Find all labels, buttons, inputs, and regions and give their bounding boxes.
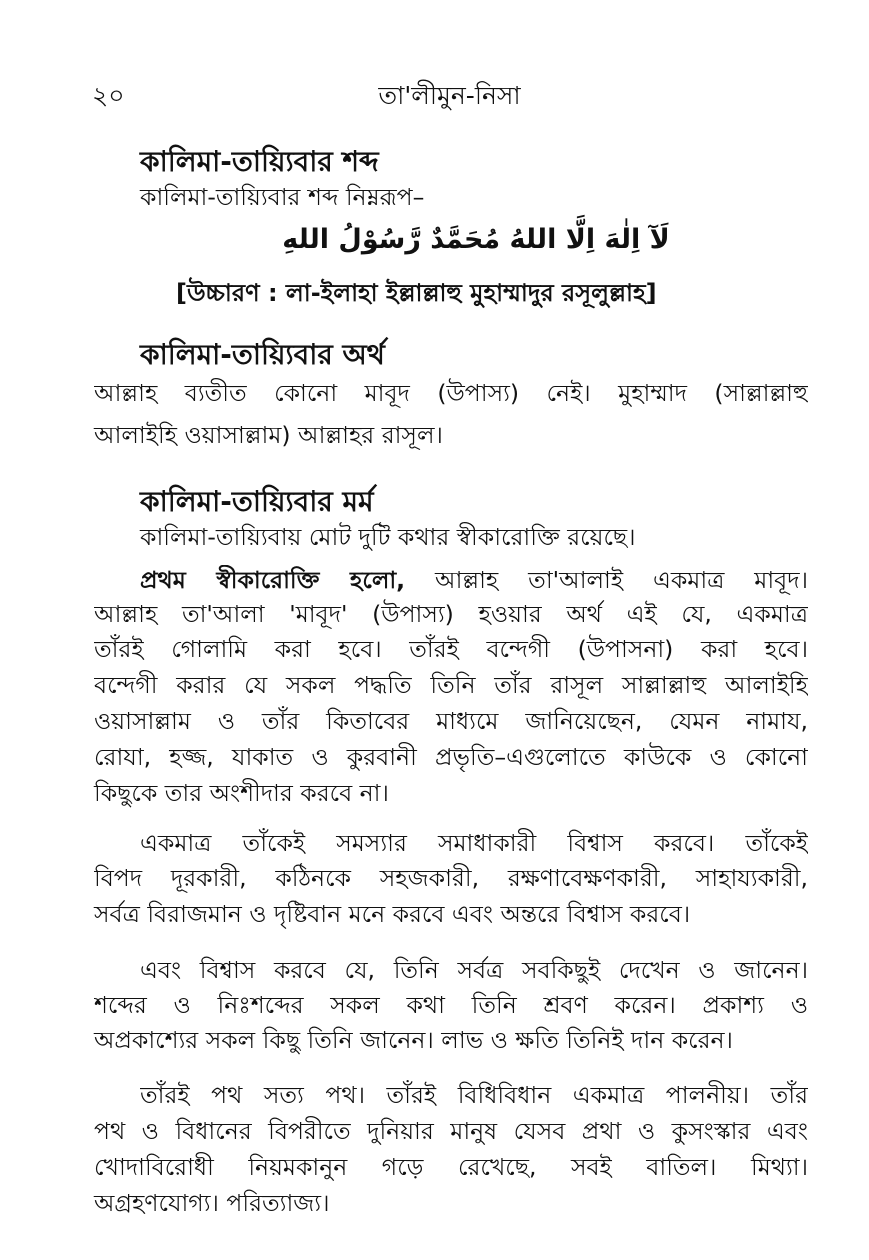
paragraph-line: তাঁরই গোলামি করা হবে। তাঁরই বন্দেগী (উপাসনা) করা হবে। — [94, 635, 808, 663]
section-heading-words: কালিমা-তায়্যিবার শব্দ — [140, 145, 379, 178]
paragraph-line: অপ্রকাশ্যের সকল কিছু তিনি জানেন। লাভ ও ক্ষতি তিনিই দান করেন। — [94, 1026, 733, 1054]
paragraph-line: পথ ও বিধানের বিপরীতে দুনিয়ার মানুষ যেসব প্রথা ও কুসংস্কার এবং — [94, 1117, 808, 1145]
page-number: ২০ — [92, 81, 125, 110]
paragraph-line: আল্লাহ তা'আলা 'মাবূদ' (উপাস্য) হওয়ার অর্থ এই যে, একমাত্র — [94, 600, 808, 628]
meaning-line: আল্লাহ ব্যতীত কোনো মাবূদ (উপাস্য) নেই। মুহাম্মাদ (সাল্লাল্লাহু — [94, 379, 808, 407]
arabic-kalima: لَآ اِلٰهَ اِلَّا اللهُ مُحَمَّدٌ رَّسُوْلُ اللهِ — [282, 224, 670, 255]
meaning-line: আলাইহি ওয়াসাল্লাম) আল্লাহর রাসূল। — [94, 421, 443, 449]
paragraph-line: ওয়াসাল্লাম ও তাঁর কিতাবের মাধ্যমে জানিয়েছেন, যেমন নামায, — [94, 707, 808, 735]
essence-intro: কালিমা-তায়্যিবায় মোট দুটি কথার স্বীকারোক্তি রয়েছে। — [140, 523, 636, 551]
paragraph-line: বন্দেগী করার যে সকল পদ্ধতি তিনি তাঁর রাসূল সাল্লাল্লাহু আলাইহি — [94, 671, 808, 699]
pronunciation-line: [উচ্চারণ : লা-ইলাহা ইল্লাল্লাহু মুহাম্মাদুর রসূলুল্লাহ] — [176, 279, 657, 307]
paragraph-text: আল্লাহ তা'আলাই একমাত্র মাবূদ। — [405, 566, 808, 594]
paragraph-line: এবং বিশ্বাস করবে যে, তিনি সর্বত্র সবকিছুই দেখেন ও জানেন। — [140, 956, 808, 984]
paragraph-line — [140, 565, 808, 595]
section-intro: কালিমা-তায়্যিবার শব্দ নিম্নরূপ– — [140, 183, 425, 211]
page-header — [92, 76, 807, 110]
paragraph-line: তাঁরই পথ সত্য পথ। তাঁরই বিধিবিধান একমাত্র পালনীয়। তাঁর — [140, 1081, 808, 1109]
paragraph-line: অগ্রহণযোগ্য। পরিত্যাজ্য। — [94, 1189, 330, 1217]
section-heading-essence: কালিমা-তায়্যিবার মর্ম — [140, 485, 374, 518]
first-confession-label: প্রথম স্বীকারোক্তি হলো, — [140, 566, 406, 594]
paragraph-line: বিপদ দূরকারী, কঠিনকে সহজকারী, রক্ষণাবেক্ষণকারী, সাহায্যকারী, — [94, 864, 808, 892]
section-heading-meaning: কালিমা-তায়্যিবার অর্থ — [140, 338, 385, 371]
running-title: তা'লীমুন-নিসা — [378, 81, 521, 110]
paragraph-line: সর্বত্র বিরাজমান ও দৃষ্টিবান মনে করবে এবং অন্তরে বিশ্বাস করবে। — [94, 900, 691, 928]
paragraph-line: কিছুকে তার অংশীদার করবে না। — [94, 779, 389, 807]
paragraph-line: রোযা, হজ্জ, যাকাত ও কুরবানী প্রভৃতি–এগুলোতে কাউকে ও কোনো — [94, 743, 808, 771]
paragraph-line: একমাত্র তাঁকেই সমস্যার সমাধাকারী বিশ্বাস করবে। তাঁকেই — [140, 829, 808, 857]
paragraph-line: শব্দের ও নিঃশব্দের সকল কথা তিনি শ্রবণ করেন। প্রকাশ্য ও — [94, 991, 808, 1019]
paragraph-line: খোদাবিরোধী নিয়মকানুন গড়ে রেখেছে, সবই বাতিল। মিথ্যা। — [94, 1153, 808, 1181]
